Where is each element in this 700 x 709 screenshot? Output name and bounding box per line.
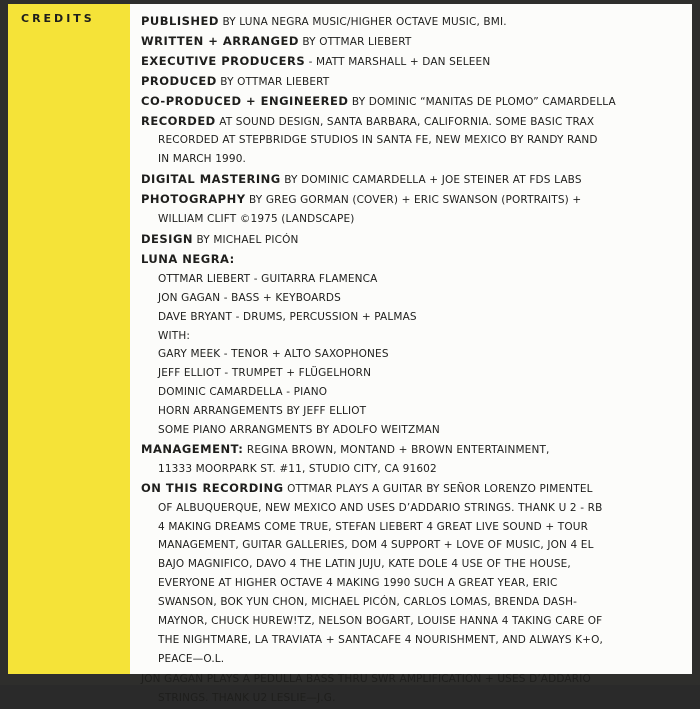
executive-label: EXECUTIVE PRODUCERS (141, 53, 306, 68)
mastering-line (141, 171, 689, 190)
recorded-cont-1: RECORDED AT STEPBRIDGE STUDIOS IN SANTA FE, NEW MEXICO BY RANDY RAND (158, 134, 598, 147)
recorded-cont-2: IN MARCH 1990. (158, 153, 247, 166)
jon-gagan-line-2: STRINGS. THANK U2 LESLIE—J.G. (158, 691, 336, 704)
recording-note-line: PEACE—O.L. (158, 652, 225, 665)
published-text: BY LUNA NEGRA MUSIC/HIGHER OCTAVE MUSIC, BMI. (218, 16, 507, 28)
recording-note-line: EVERYONE AT HIGHER OCTAVE 4 MAKING 1990 SUCH A GREAT YEAR, ERIC (158, 577, 558, 590)
on-this-recording-line (141, 480, 689, 499)
recorded-label: RECORDED (141, 113, 216, 128)
member-line: SOME PIANO ARRANGMENTS BY ADOLFO WEITZMAN (158, 424, 440, 437)
member-line: JON GAGAN - BASS + KEYBOARDS (158, 291, 341, 304)
photography-text: BY GREG GORMAN (COVER) + ERIC SWANSON (PORTRAITS) + (245, 194, 582, 207)
luna-negra-line (141, 251, 689, 270)
recorded-text: AT SOUND DESIGN, SANTA BARBARA, CALIFORNIA. SOME BASIC TRAX (215, 115, 595, 128)
management-text: REGINA BROWN, MONTAND + BROWN ENTERTAINMENT, (243, 443, 550, 456)
yellow-sidebar (8, 4, 130, 674)
executive-line (141, 53, 689, 72)
credits-text (141, 13, 689, 709)
written-line (141, 33, 689, 52)
recording-note-line: MAYNOR, CHUCK HUREW!TZ, NELSON BOGART, LOUISE HANNA 4 TAKING CARE OF (158, 615, 603, 628)
recording-note-line: MANAGEMENT, GUITAR GALLERIES, DOM 4 SUPPORT + LOVE OF MUSIC, JON 4 EL (158, 539, 594, 552)
member-line: DOMINIC CAMARDELLA - PIANO (158, 386, 328, 399)
recording-note-line: 4 MAKING DREAMS COME TRUE, STEFAN LIEBERT 4 GREAT LIVE SOUND + TOUR (158, 520, 589, 533)
member-line: GARY MEEK - TENOR + ALTO SAXOPHONES (158, 348, 389, 361)
jon-gagan-line-1: JON GAGAN PLAYS A PEDULLA BASS THRU SWR AMPLIFICATION + USES D’ADDARIO (141, 672, 591, 685)
produced-label: PRODUCED (141, 73, 217, 88)
recording-note-line: SWANSON, BOK YUN CHON, MICHAEL PICÓN, CARLOS LOMAS, BRENDA DASH- (158, 596, 578, 609)
recording-note-line: BAJO MAGNIFICO, DAVO 4 THE LATIN JUJU, KATE DOLE 4 USE OF THE HOUSE, (158, 558, 571, 571)
design-label: DESIGN (141, 231, 194, 246)
photography-line (141, 191, 689, 210)
management-line (141, 441, 689, 460)
recording-note-line: THE NIGHTMARE, LA TRAVIATA + SANTACAFE 4 NOURISHMENT, AND ALWAYS K+O, (158, 634, 604, 646)
design-line (141, 231, 689, 250)
produced-line (141, 73, 689, 92)
photography-cont-1: WILLIAM CLIFT ©1975 (LANDSCAPE) (158, 213, 355, 226)
coproduced-line (141, 93, 689, 112)
published-line (141, 13, 689, 32)
produced-text: BY OTTMAR LIEBERT (216, 75, 330, 88)
member-line: JEFF ELLIOT - TRUMPET + FLÜGELHORN (158, 367, 372, 380)
credits-heading: CREDITS (21, 12, 95, 25)
member-line: OTTMAR LIEBERT - GUITARRA FLAMENCA (158, 272, 378, 285)
written-text: BY OTTMAR LIEBERT (298, 35, 412, 48)
mastering-text: BY DOMINIC CAMARDELLA + JOE STEINER AT FDS LABS (280, 174, 582, 187)
member-line: DAVE BRYANT - DRUMS, PERCUSSION + PALMAS (158, 310, 417, 323)
on-this-recording-text: OTTMAR PLAYS A GUITAR BY SEÑOR LORENZO PIMENTEL (283, 482, 593, 495)
luna-negra-label: LUNA NEGRA: (141, 251, 235, 266)
recorded-line (141, 113, 689, 132)
member-line: HORN ARRANGEMENTS BY JEFF ELLIOT (158, 405, 367, 418)
written-label: WRITTEN + ARRANGED (141, 33, 299, 48)
published-label: PUBLISHED (141, 14, 219, 28)
mastering-label: DIGITAL MASTERING (141, 172, 281, 187)
on-this-recording-label: ON THIS RECORDING (141, 480, 284, 495)
management-cont-1: 11333 MOORPARK ST. #11, STUDIO CITY, CA 91602 (158, 462, 437, 475)
photography-label: PHOTOGRAPHY (141, 192, 246, 207)
recording-note-line: OF ALBUQUERQUE, NEW MEXICO AND USES D’ADDARIO STRINGS. THANK U 2 - RB (158, 501, 603, 514)
design-text: BY MICHAEL PICÓN (193, 233, 299, 246)
coproduced-label: CO-PRODUCED + ENGINEERED (141, 93, 349, 108)
member-line: WITH: (158, 329, 191, 342)
management-label: MANAGEMENT: (141, 441, 244, 456)
coproduced-text: BY DOMINIC “MANITAS DE PLOMO” CAMARDELLA (348, 95, 616, 108)
executive-text: - MATT MARSHALL + DAN SELEEN (305, 55, 491, 68)
credits-panel (130, 4, 692, 704)
